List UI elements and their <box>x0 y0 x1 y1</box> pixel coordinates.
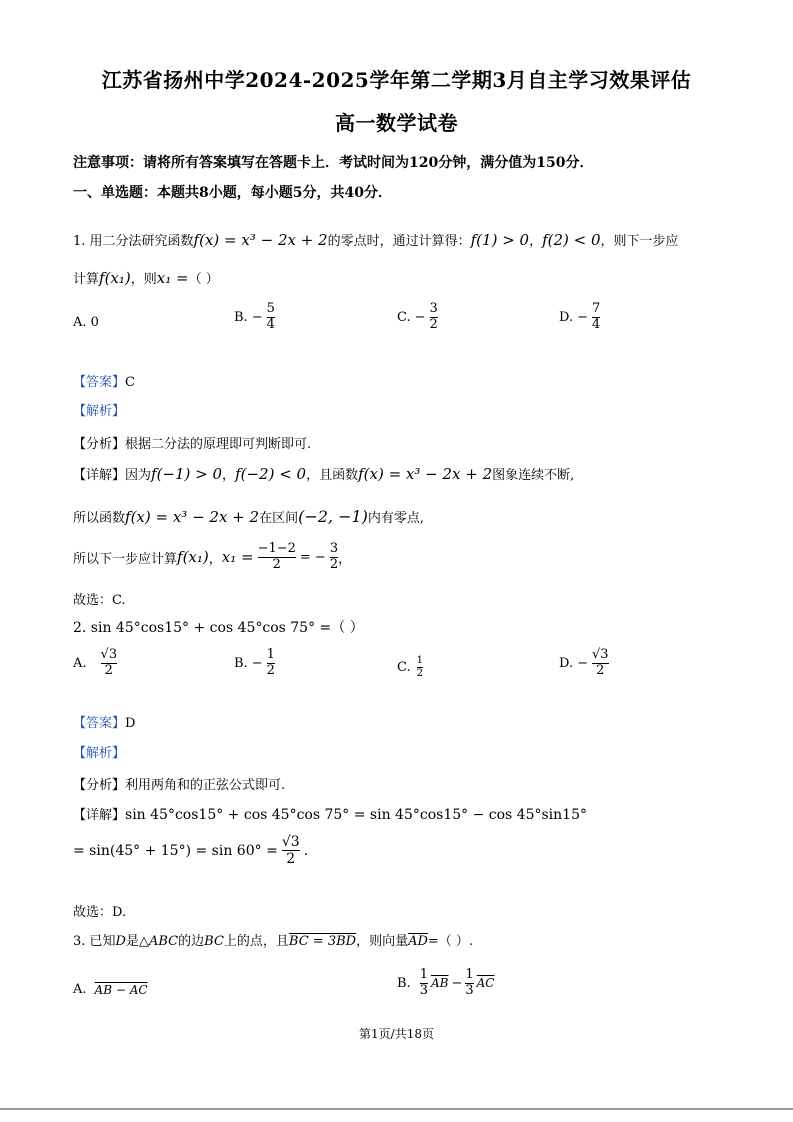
q3-stem: 3. 已知D是△ABC的边BC上的点，且BC = 3BD，则向量$\overline{AD}=$（ ）. <box>73 934 474 949</box>
exam-subtitle: 高一数学试卷 <box>335 111 458 135</box>
q2-option-d: D. − $\frac{√3}{2}$ <box>559 647 609 678</box>
q2-option-a: A. $\frac{√3}{2}$ <box>73 647 118 678</box>
q2-option-c: C. $\frac{1}{2}$ <box>397 655 423 679</box>
q1-cond2: f(2) < 0 <box>542 231 601 249</box>
q2-fenxi: 【分析】利用两角和的正弦公式即可. <box>73 778 286 793</box>
q1-answer: 【答案】C <box>73 375 135 390</box>
q3-option-b: B. $\frac{1}{3}$ $\overline{AB}$ − $\frac{1}{3}$ $\overline{AC}$ <box>397 967 495 998</box>
q2-option-b: B. − $\frac{1}{2}$ <box>234 647 275 678</box>
q1-option-a: A. 0 <box>73 315 99 330</box>
section-heading: 一、单选题：本题共8小题，每小题5分，共40分． <box>73 185 392 201</box>
q1-fenxi: 【分析】根据二分法的原理即可判断即可. <box>73 437 312 452</box>
q1-detail-line1: 【详解】因为f(−1) > 0，f(−2) < 0，且函数f(x) = x³ − 2x + 2图象连续不断, <box>73 465 575 483</box>
q2-answer: 【答案】D <box>73 716 136 731</box>
q2-detail-line2: = sin(45° + 15°) = sin 60° = $\frac{√3}{2}$ . <box>73 834 309 868</box>
q1-stem-line1: 1. 用二分法研究函数f(x) = x³ − 2x + 2的零点时，通过计算得：f(1) > 0，f(2) < 0，则下一步应 <box>73 231 679 249</box>
q2-analysis-tag: 【解析】 <box>73 746 126 761</box>
exam-title: 江苏省扬州中学2024-2025学年第二学期3月自主学习效果评估 <box>101 68 692 92</box>
q1-cond1: f(1) > 0 <box>470 231 530 249</box>
q3-option-a: A. AB − AC <box>73 982 148 997</box>
q1-option-b: B. − $\frac{5}{4}$ <box>234 301 275 332</box>
q2-choose: 故选：D. <box>73 905 127 920</box>
q2-stem: 2. sin 45°cos15° + cos 45°cos 75° =（ ） <box>73 620 364 636</box>
q1-option-c: C. − $\frac{3}{2}$ <box>397 301 438 332</box>
q2-detail-line1: 【详解】sin 45°cos15° + cos 45°cos 75° = sin 45°cos15° − cos 45°sin15° <box>73 807 587 823</box>
q1-function: f(x) = x³ − 2x + 2 <box>193 231 328 249</box>
q1-stem-line2: 计算f(x₁)，则x₁ =（ ） <box>73 269 219 287</box>
q1-option-d: D. − $\frac{7}{4}$ <box>559 301 601 332</box>
page-bottom-rule <box>0 1108 793 1110</box>
page-number: 第1页/共18页 <box>359 1027 434 1041</box>
notice: 注意事项：请将所有答案填写在答题卡上．考试时间为120分钟，满分值为150分． <box>73 155 594 171</box>
q1-detail-line3: 所以下一步应计算 f(x₁) ， x₁ = $\frac{-1-2}{2}$ = − $\frac{3}{2}$ ， <box>73 541 352 572</box>
q1-choose: 故选：C. <box>73 593 126 608</box>
q1-analysis-tag: 【解析】 <box>73 404 126 419</box>
q1-detail-line2: 所以函数f(x) = x³ − 2x + 2在区间(−2, −1)内有零点, <box>73 507 425 526</box>
